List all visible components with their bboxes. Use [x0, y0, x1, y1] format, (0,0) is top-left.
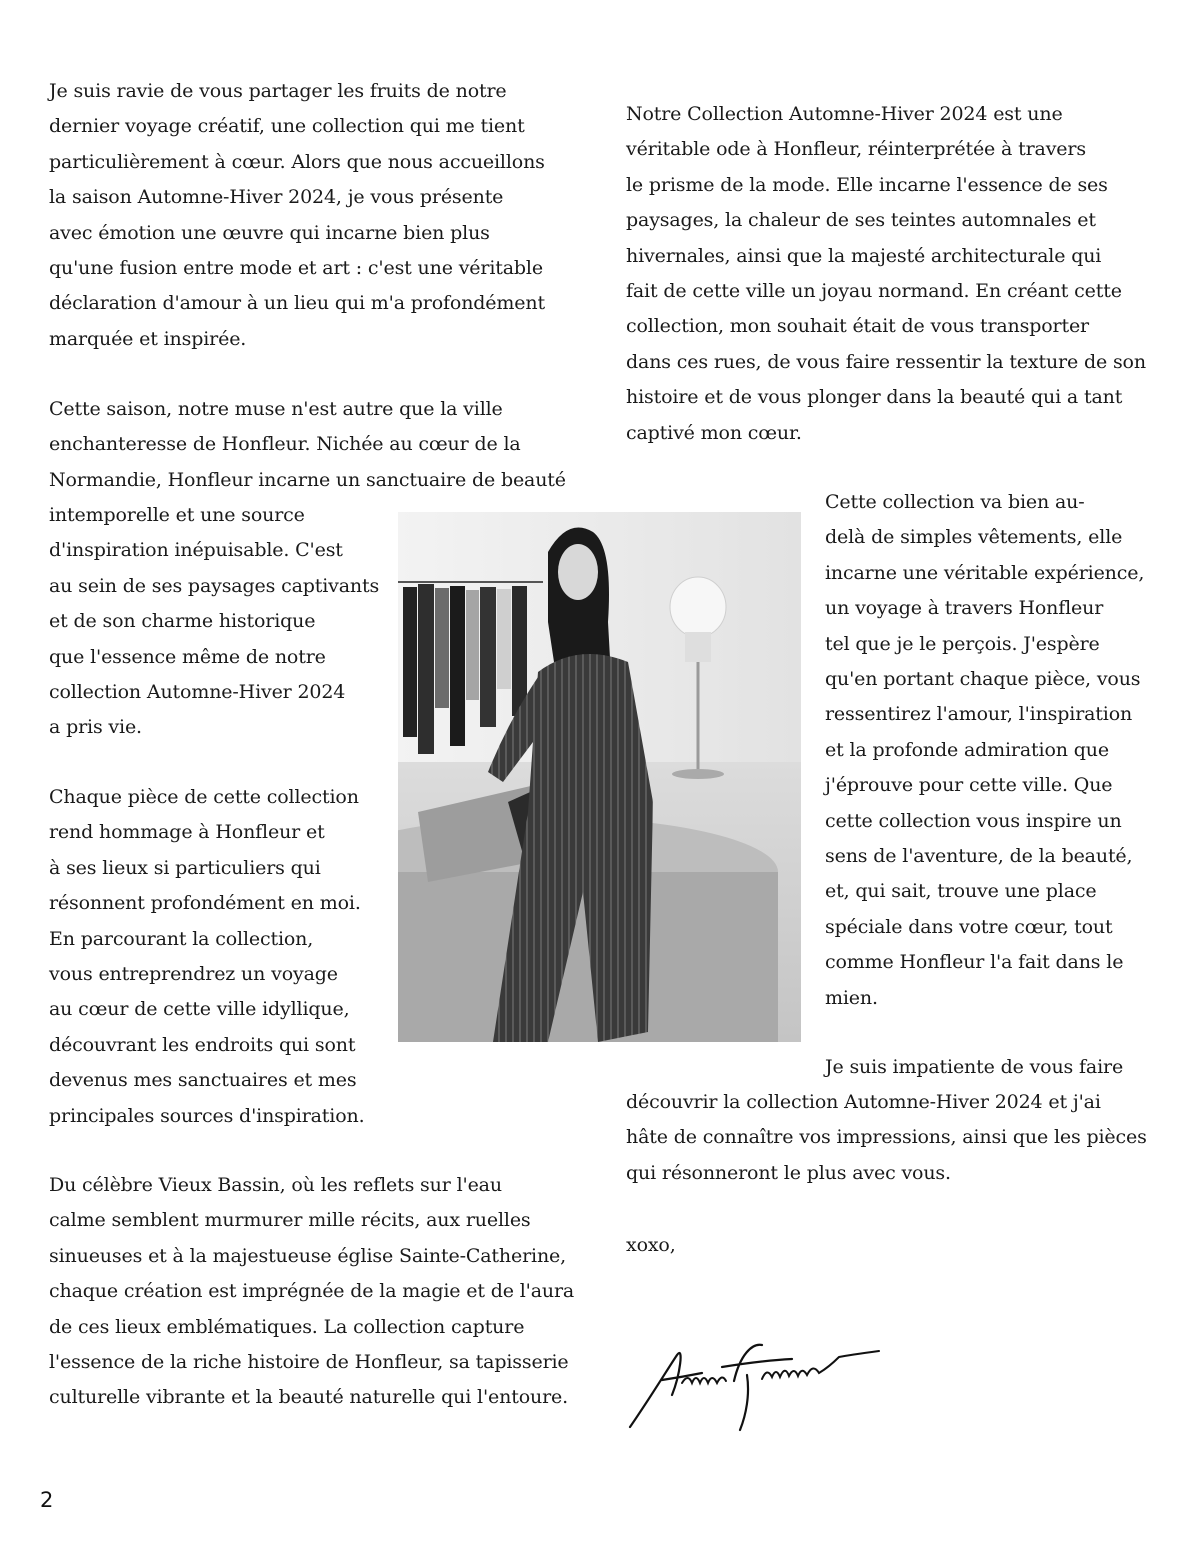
text-line: cette collection vous inspire un — [825, 809, 1122, 832]
text-line: Normandie, Honfleur incarne un sanctuaire de beauté — [49, 468, 566, 491]
text-line: fait de cette ville un joyau normand. En créant cette — [626, 280, 1122, 303]
text-line: j'éprouve pour cette ville. Que — [825, 774, 1113, 797]
text-line: qui résonneront le plus avec vous. — [626, 1161, 951, 1184]
right-paragraph-2 — [825, 485, 1144, 1016]
text-line: captivé mon cœur. — [626, 421, 802, 444]
text-line: et la profonde admiration que — [825, 738, 1109, 761]
text-line: mien. — [825, 986, 878, 1009]
text-line: enchanteresse de Honfleur. Nichée au cœur de la — [49, 433, 521, 456]
text-line: a pris vie. — [49, 716, 142, 739]
text-line: Chaque pièce de cette collection — [49, 786, 359, 808]
text-line: l'essence de la riche histoire de Honfleur, sa tapisserie — [49, 1351, 569, 1374]
text-line: déclaration d'amour à un lieu qui m'a profondément — [49, 292, 545, 315]
left-paragraph-4 — [49, 1168, 574, 1416]
text-line: un voyage à travers Honfleur — [825, 597, 1104, 620]
right-paragraph-3-first-line: Je suis impatiente de vous faire — [825, 1056, 1124, 1078]
text-line: hâte de connaître vos impressions, ainsi que les pièces — [626, 1126, 1147, 1149]
text-line: comme Honfleur l'a fait dans le — [825, 951, 1124, 974]
left-paragraph-1 — [49, 74, 545, 357]
text-line: culturelle vibrante et la beauté naturelle qui l'entoure. — [49, 1386, 569, 1409]
text-line: au cœur de cette ville idyllique, — [49, 998, 350, 1021]
left-paragraph-2-narrow — [49, 498, 379, 746]
text-line: collection Automne-Hiver 2024 — [49, 681, 346, 704]
text-line: le prisme de la mode. Elle incarne l'essence de ses — [626, 173, 1108, 196]
text-line: qu'en portant chaque pièce, vous — [825, 668, 1141, 691]
text-line: principales sources d'inspiration. — [49, 1104, 365, 1127]
text-line: hivernales, ainsi que la majesté architecturale qui — [626, 244, 1102, 267]
text-line: d'inspiration inépuisable. C'est — [49, 539, 343, 562]
text-line: chaque création est imprégnée de la magie et de l'aura — [49, 1280, 575, 1303]
left-paragraph-3 — [49, 780, 365, 1134]
text-line: la saison Automne-Hiver 2024, je vous présente — [49, 186, 504, 209]
text-line: de ces lieux emblématiques. La collection capture — [49, 1315, 525, 1338]
closing-text: xoxo, — [626, 1234, 676, 1256]
right-paragraph-1 — [626, 97, 1146, 451]
text-line: Du célèbre Vieux Bassin, où les reflets sur l'eau — [49, 1174, 502, 1196]
text-line: spéciale dans votre cœur, tout — [825, 915, 1113, 938]
text-line: découvrir la collection Automne-Hiver 2024 et j'ai — [626, 1091, 1101, 1113]
text-line: découvrant les endroits qui sont — [49, 1033, 356, 1056]
text-line: ressentirez l'amour, l'inspiration — [825, 703, 1133, 726]
text-line: tel que je le perçois. J'espère — [825, 632, 1100, 655]
text-line: incarne une véritable expérience, — [825, 561, 1145, 584]
text-line: et, qui sait, trouve une place — [825, 880, 1097, 903]
text-line: et de son charme historique — [49, 610, 316, 633]
text-line: delà de simples vêtements, elle — [825, 526, 1123, 549]
text-line: particulièrement à cœur. Alors que nous accueillons — [49, 150, 545, 173]
signature-image — [622, 1335, 907, 1435]
text-line: dans ces rues, de vous faire ressentir la texture de son — [626, 350, 1146, 373]
text-line: Cette collection va bien au- — [825, 491, 1085, 513]
text-line: devenus mes sanctuaires et mes — [49, 1069, 357, 1092]
text-line: qu'une fusion entre mode et art : c'est une véritable — [49, 257, 543, 280]
text-line: intemporelle et une source — [49, 504, 305, 526]
text-line: Je suis ravie de vous partager les fruits de notre — [49, 80, 507, 102]
text-line: vous entreprendrez un voyage — [49, 963, 338, 986]
text-line: calme semblent murmurer mille récits, aux ruelles — [49, 1209, 531, 1232]
text-line: sens de l'aventure, de la beauté, — [825, 845, 1133, 868]
text-line: Cette saison, notre muse n'est autre que la ville — [49, 398, 503, 420]
text-line: sinueuses et à la majestueuse église Sainte-Catherine, — [49, 1244, 567, 1267]
text-line: rend hommage à Honfleur et — [49, 821, 325, 844]
designer-photo — [398, 512, 801, 1042]
text-line: avec émotion une œuvre qui incarne bien plus — [49, 221, 490, 244]
text-line: au sein de ses paysages captivants — [49, 574, 380, 597]
text-line: histoire et de vous plonger dans la beauté qui a tant — [626, 386, 1123, 409]
text-line: En parcourant la collection, — [49, 927, 314, 950]
text-line: que l'essence même de notre — [49, 645, 326, 668]
text-line: Notre Collection Automne-Hiver 2024 est une — [626, 103, 1063, 125]
text-line: résonnent profondément en moi. — [49, 892, 361, 915]
text-line: paysages, la chaleur de ses teintes automnales et — [626, 209, 1096, 232]
text-line: collection, mon souhait était de vous transporter — [626, 315, 1089, 338]
right-paragraph-3 — [626, 1085, 1147, 1191]
left-paragraph-2 — [49, 392, 566, 498]
text-line: dernier voyage créatif, une collection qui me tient — [49, 115, 525, 138]
text-line: à ses lieux si particuliers qui — [49, 856, 321, 879]
text-line: véritable ode à Honfleur, réinterprétée à travers — [626, 138, 1086, 161]
text-line: marquée et inspirée. — [49, 327, 247, 350]
page-number: 2 — [40, 1488, 54, 1512]
